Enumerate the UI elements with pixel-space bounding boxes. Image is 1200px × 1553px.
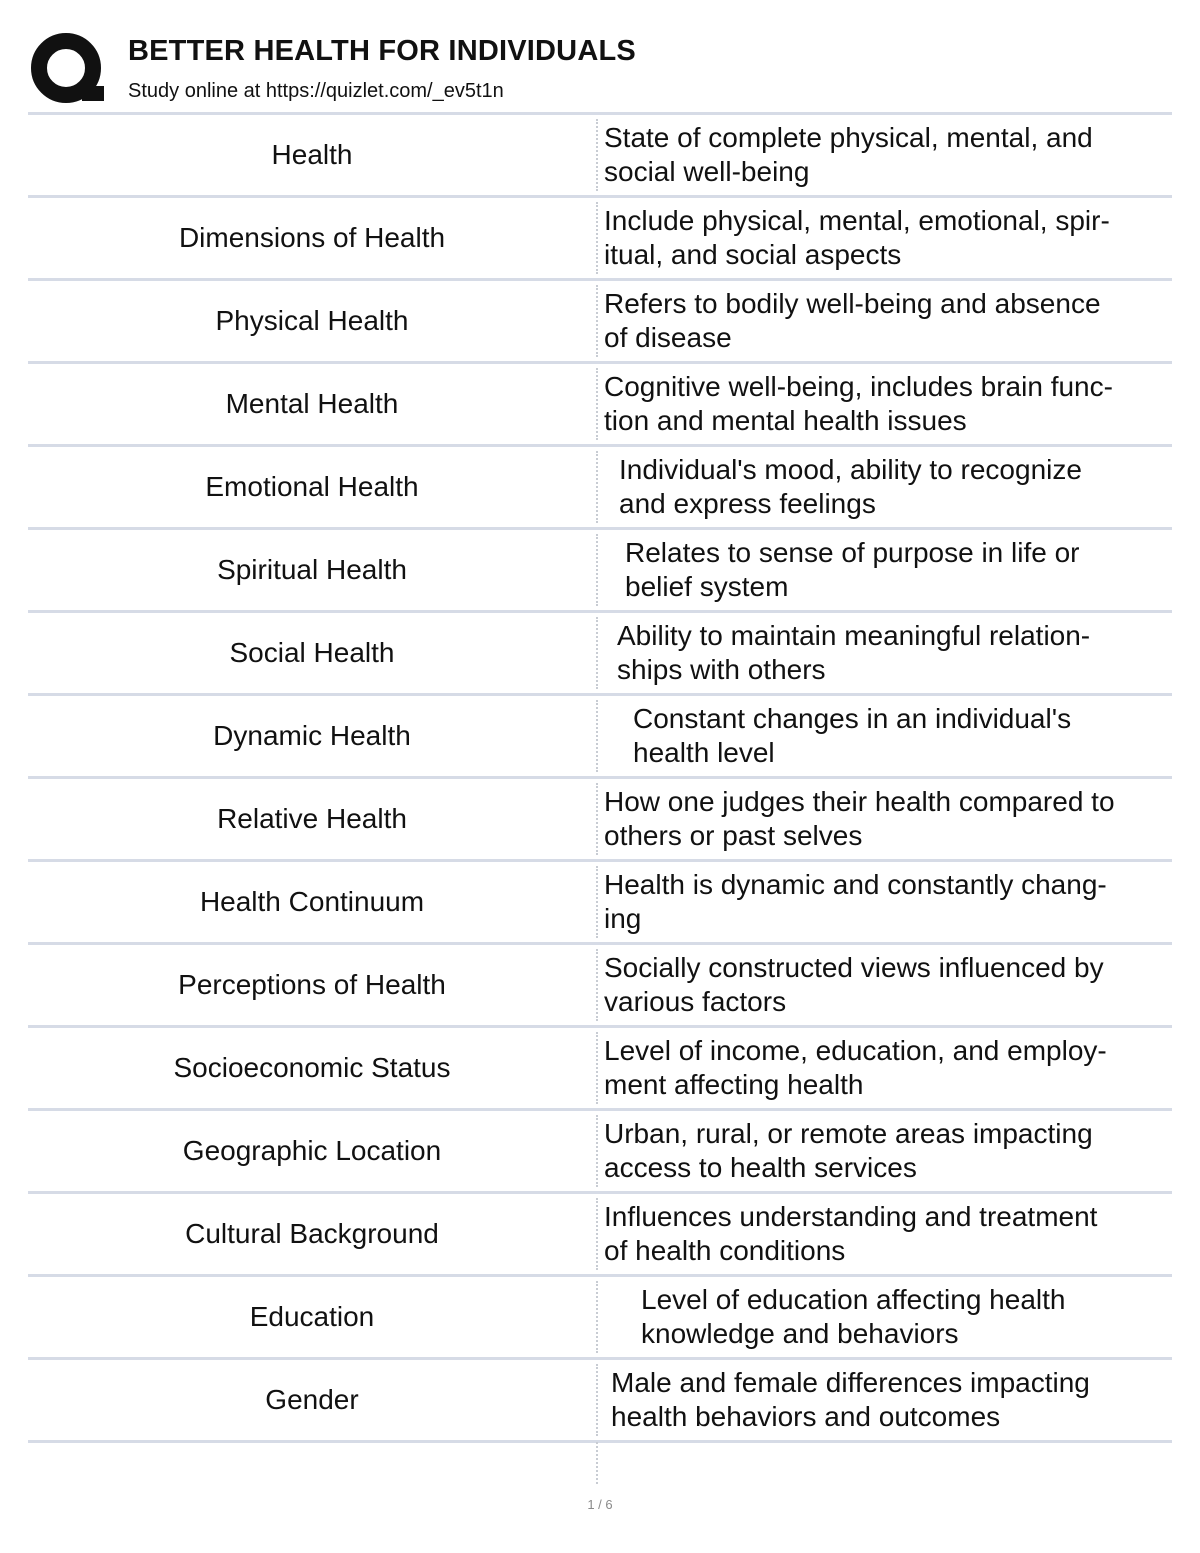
card-definition: Cognitive well-being, includes brain func- tion and mental health issues [604,371,1113,436]
flashcard-row [28,1028,1172,1111]
flashcard-row [28,447,1172,530]
flashcard-row [28,198,1172,281]
flashcard-row [28,945,1172,1028]
flashcard-table [28,115,1172,1443]
card-definition: Level of education affecting health knowledge and behaviors [641,1284,1066,1349]
card-term: Cultural Background [185,1218,439,1249]
card-term: Dimensions of Health [178,222,446,253]
card-definition: State of complete physical, mental, and social well-being [604,122,1093,187]
card-definition: How one judges their health compared to others or past selves [604,786,1115,851]
card-term: Health Continuum [199,886,425,917]
card-term: Health [271,139,353,170]
column-divider [596,617,598,689]
card-definition: Urban, rural, or remote areas impacting access to health services [604,1118,1093,1183]
flashcard-row [28,1111,1172,1194]
card-term: Relative Health [217,803,407,834]
card-term: Mental Health [225,388,399,419]
column-divider [596,866,598,938]
card-term: Geographic Location [182,1135,442,1166]
column-divider [596,534,598,606]
card-term: Dynamic Health [213,720,411,751]
card-definition: Health is dynamic and constantly chang- ing [604,869,1107,934]
column-divider [596,202,598,274]
card-definition: Male and female differences impacting health behaviors and outcomes [611,1367,1090,1432]
column-divider [596,700,598,772]
card-term: Social Health [229,637,395,668]
card-definition: Individual's mood, ability to recognize and express feelings [619,454,1082,519]
column-divider [596,119,598,191]
card-definition: Relates to sense of purpose in life or belief system [625,537,1080,602]
flashcard-row [28,696,1172,779]
column-divider [596,1198,598,1270]
column-divider [596,368,598,440]
card-term: Education [249,1301,375,1332]
page-header [28,28,1172,112]
column-divider [596,1115,598,1187]
column-divider [596,949,598,1021]
flashcard-row [28,1360,1172,1443]
card-definition: Constant changes in an individual's health level [633,703,1072,768]
quizlet-q-logo-icon [28,30,108,110]
flashcard-row [28,613,1172,696]
card-term: Socioeconomic Status [173,1052,451,1083]
card-definition: Ability to maintain meaningful relation- ships with others [617,620,1091,685]
card-definition: Socially constructed views influenced by various factors [604,952,1104,1017]
flashcard-row [28,862,1172,945]
page-number: 1 / 6 [587,1497,613,1512]
card-term: Spiritual Health [217,554,407,585]
flashcard-row [28,115,1172,198]
flashcard-row [28,779,1172,862]
column-divider [596,1442,598,1484]
column-divider [596,783,598,855]
card-definition: Refers to bodily well-being and absence of disease [604,288,1101,353]
page-title: BETTER HEALTH FOR INDIVIDUALS [128,35,636,67]
column-divider [596,1032,598,1104]
flashcard-row [28,1194,1172,1277]
flashcard-row [28,364,1172,447]
column-divider [596,1364,598,1436]
study-online-link[interactable]: Study online at https://quizlet.com/_ev5t1n [128,80,504,102]
card-definition: Influences understanding and treatment of health conditions [604,1201,1098,1266]
flashcard-row [28,530,1172,613]
flashcard-row [28,281,1172,364]
column-divider [596,1281,598,1353]
card-definition: Include physical, mental, emotional, spir- itual, and social aspects [604,205,1110,270]
column-divider [596,451,598,523]
card-term: Emotional Health [205,471,419,502]
flashcard-row [28,1277,1172,1360]
card-term: Physical Health [215,305,409,336]
column-divider [596,285,598,357]
card-term: Perceptions of Health [178,969,446,1000]
card-term: Gender [265,1384,359,1415]
card-definition: Level of income, education, and employ- ment affecting health [604,1035,1107,1100]
